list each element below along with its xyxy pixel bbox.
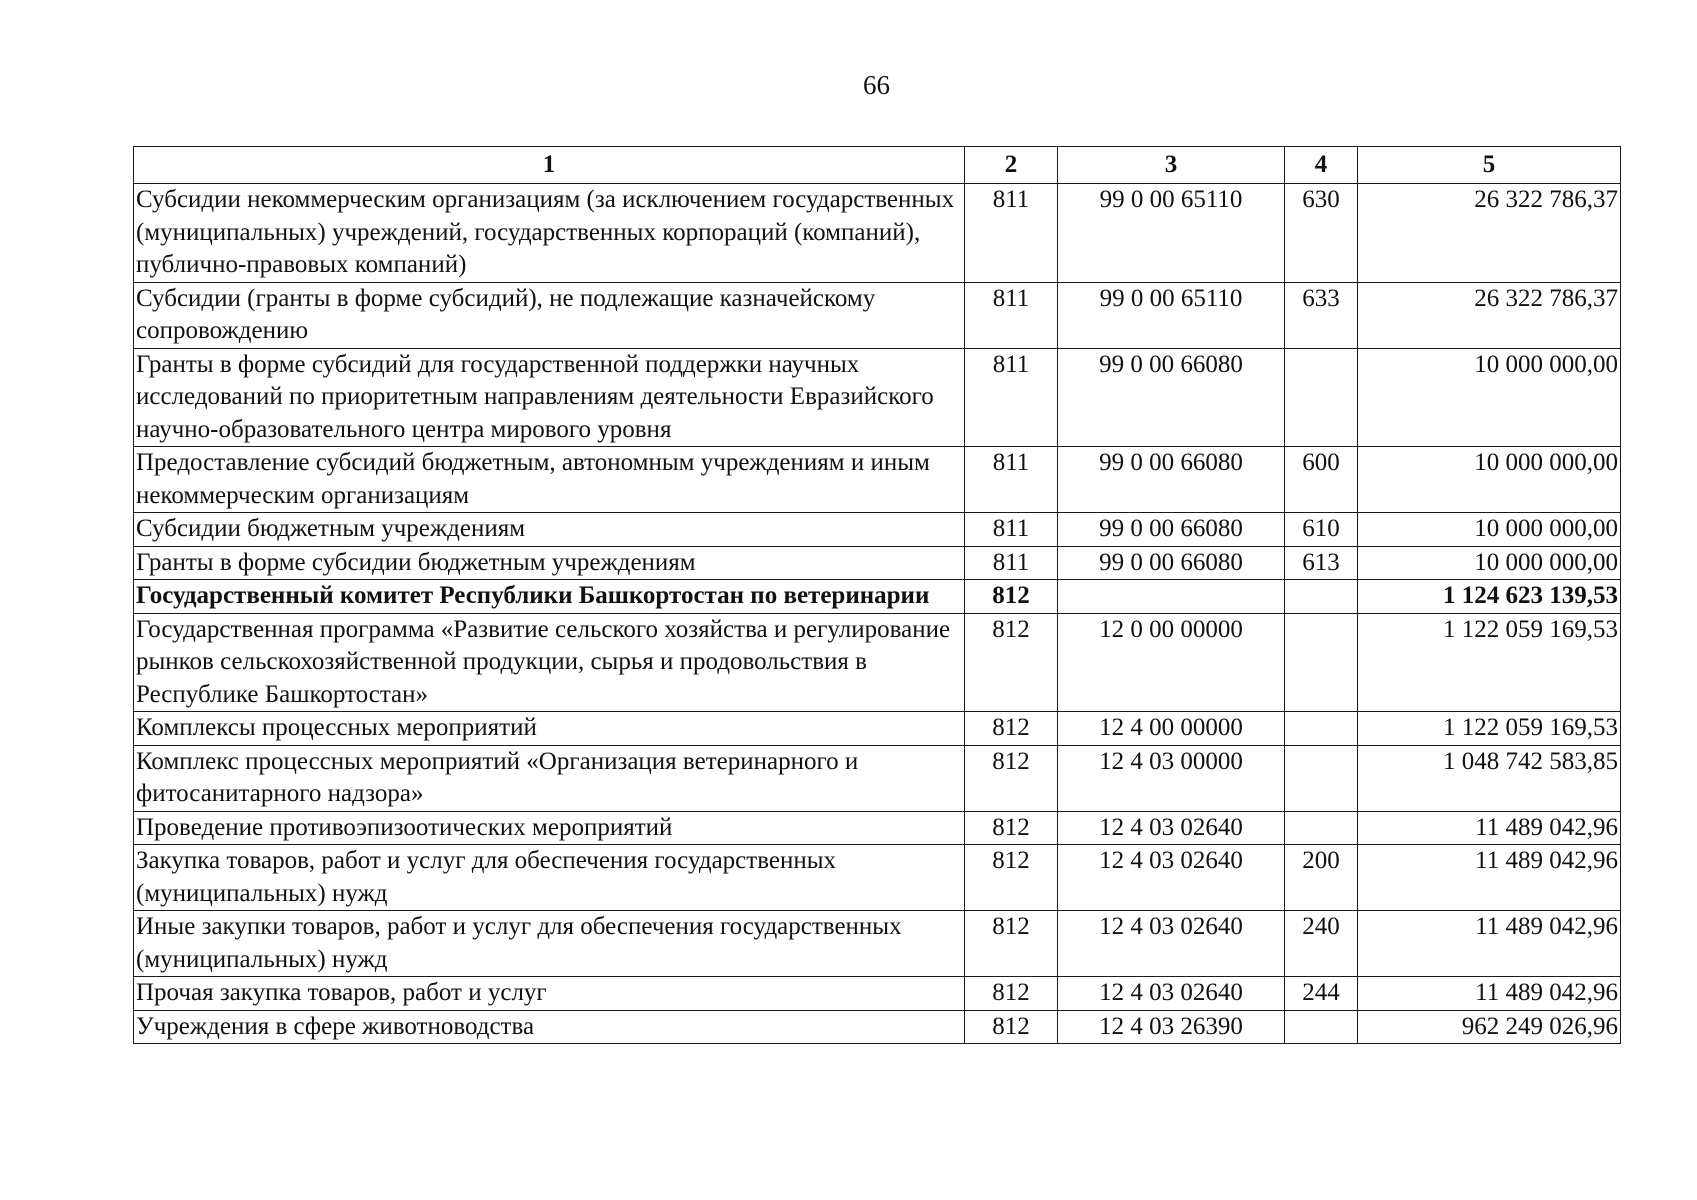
row-name-cell: Субсидии (гранты в форме субсидий), не подлежащие казначейскому сопровождению — [134, 282, 965, 348]
row-sum-cell: 1 048 742 583,85 — [1358, 745, 1621, 811]
table-row — [134, 447, 1621, 513]
row-ved-cell: 812 — [965, 745, 1058, 811]
row-sum-cell: 11 489 042,96 — [1358, 977, 1621, 1011]
table-row — [134, 546, 1621, 580]
row-sum-cell: 26 322 786,37 — [1358, 184, 1621, 283]
row-name-cell: Учреждения в сфере животноводства — [134, 1010, 965, 1044]
row-csr-cell: 99 0 00 66080 — [1058, 546, 1285, 580]
table-body — [134, 184, 1621, 1044]
row-vr-cell: 613 — [1285, 546, 1358, 580]
row-ved-cell: 812 — [965, 845, 1058, 911]
row-csr-cell: 12 4 03 02640 — [1058, 977, 1285, 1011]
row-vr-cell: 633 — [1285, 282, 1358, 348]
row-vr-cell — [1285, 613, 1358, 712]
row-name-cell: Прочая закупка товаров, работ и услуг — [134, 977, 965, 1011]
table-header — [134, 147, 1621, 184]
row-vr-cell — [1285, 712, 1358, 746]
row-ved-cell: 811 — [965, 447, 1058, 513]
row-csr-cell — [1058, 580, 1285, 614]
row-sum-cell: 10 000 000,00 — [1358, 348, 1621, 447]
row-ved-cell: 812 — [965, 613, 1058, 712]
row-csr-cell: 12 4 03 02640 — [1058, 845, 1285, 911]
table-row — [134, 282, 1621, 348]
row-sum-cell: 1 122 059 169,53 — [1358, 712, 1621, 746]
row-ved-cell: 812 — [965, 1010, 1058, 1044]
row-sum-cell: 10 000 000,00 — [1358, 513, 1621, 547]
row-vr-cell: 610 — [1285, 513, 1358, 547]
row-sum-cell: 11 489 042,96 — [1358, 811, 1621, 845]
row-sum-cell: 962 249 026,96 — [1358, 1010, 1621, 1044]
row-ved-cell: 811 — [965, 546, 1058, 580]
row-ved-cell: 812 — [965, 811, 1058, 845]
row-name-cell: Проведение противоэпизоотических мероприятий — [134, 811, 965, 845]
table-row — [134, 513, 1621, 547]
row-csr-cell: 12 4 03 00000 — [1058, 745, 1285, 811]
row-sum-cell: 10 000 000,00 — [1358, 447, 1621, 513]
column-header-1: 1 — [134, 147, 965, 184]
row-name-cell: Государственный комитет Республики Башкортостан по ветеринарии — [134, 580, 965, 614]
row-name-cell: Комплекс процессных мероприятий «Организация ветеринарного и фитосанитарного надзора» — [134, 745, 965, 811]
row-name-cell: Иные закупки товаров, работ и услуг для обеспечения государственных (муниципальных) нужд — [134, 911, 965, 977]
row-vr-cell: 240 — [1285, 911, 1358, 977]
row-vr-cell — [1285, 811, 1358, 845]
column-header-5: 5 — [1358, 147, 1621, 184]
row-csr-cell: 12 4 03 02640 — [1058, 811, 1285, 845]
row-csr-cell: 12 4 03 26390 — [1058, 1010, 1285, 1044]
row-name-cell: Гранты в форме субсидии бюджетным учреждениям — [134, 546, 965, 580]
table-row — [134, 911, 1621, 977]
row-csr-cell: 12 0 00 00000 — [1058, 613, 1285, 712]
table-row — [134, 1010, 1621, 1044]
row-csr-cell: 99 0 00 66080 — [1058, 513, 1285, 547]
row-vr-cell: 600 — [1285, 447, 1358, 513]
row-vr-cell — [1285, 745, 1358, 811]
table-row — [134, 580, 1621, 614]
table-row — [134, 712, 1621, 746]
row-csr-cell: 12 4 03 02640 — [1058, 911, 1285, 977]
row-ved-cell: 812 — [965, 712, 1058, 746]
row-name-cell: Гранты в форме субсидий для государственной поддержки научных исследований по приоритетным направлениям деятельности Евразийского научно-образовательного центра мирового уровня — [134, 348, 965, 447]
row-vr-cell — [1285, 580, 1358, 614]
row-name-cell: Субсидии бюджетным учреждениям — [134, 513, 965, 547]
row-sum-cell: 1 122 059 169,53 — [1358, 613, 1621, 712]
row-name-cell: Комплексы процессных мероприятий — [134, 712, 965, 746]
row-name-cell: Государственная программа «Развитие сельского хозяйства и регулирование рынков сельскохозяйственной продукции, сырья и продовольствия в Республике Башкортостан» — [134, 613, 965, 712]
row-name-cell: Закупка товаров, работ и услуг для обеспечения государственных (муниципальных) нужд — [134, 845, 965, 911]
row-sum-cell: 26 322 786,37 — [1358, 282, 1621, 348]
table-row — [134, 811, 1621, 845]
row-ved-cell: 811 — [965, 513, 1058, 547]
column-header-4: 4 — [1285, 147, 1358, 184]
row-sum-cell: 11 489 042,96 — [1358, 845, 1621, 911]
column-header-3: 3 — [1058, 147, 1285, 184]
row-csr-cell: 99 0 00 65110 — [1058, 184, 1285, 283]
row-name-cell: Предоставление субсидий бюджетным, автономным учреждениям и иным некоммерческим организациям — [134, 447, 965, 513]
row-vr-cell: 200 — [1285, 845, 1358, 911]
row-sum-cell: 10 000 000,00 — [1358, 546, 1621, 580]
table-row — [134, 613, 1621, 712]
column-header-2: 2 — [965, 147, 1058, 184]
row-ved-cell: 812 — [965, 977, 1058, 1011]
row-vr-cell — [1285, 1010, 1358, 1044]
row-ved-cell: 812 — [965, 580, 1058, 614]
row-sum-cell: 11 489 042,96 — [1358, 911, 1621, 977]
row-ved-cell: 812 — [965, 911, 1058, 977]
table-row — [134, 348, 1621, 447]
row-csr-cell: 99 0 00 65110 — [1058, 282, 1285, 348]
row-vr-cell — [1285, 348, 1358, 447]
row-csr-cell: 12 4 00 00000 — [1058, 712, 1285, 746]
row-ved-cell: 811 — [965, 282, 1058, 348]
header-row — [134, 147, 1621, 184]
budget-table — [133, 146, 1621, 1044]
table-row — [134, 977, 1621, 1011]
table-row — [134, 745, 1621, 811]
row-ved-cell: 811 — [965, 348, 1058, 447]
row-vr-cell: 244 — [1285, 977, 1358, 1011]
page-number: 66 — [863, 70, 890, 100]
row-vr-cell: 630 — [1285, 184, 1358, 283]
row-csr-cell: 99 0 00 66080 — [1058, 348, 1285, 447]
row-sum-cell: 1 124 623 139,53 — [1358, 580, 1621, 614]
row-ved-cell: 811 — [965, 184, 1058, 283]
row-name-cell: Субсидии некоммерческим организациям (за исключением государственных (муниципальных) учреждений, государственных корпораций (компаний), публично-правовых компаний) — [134, 184, 965, 283]
table-row — [134, 184, 1621, 283]
table-row — [134, 845, 1621, 911]
row-csr-cell: 99 0 00 66080 — [1058, 447, 1285, 513]
